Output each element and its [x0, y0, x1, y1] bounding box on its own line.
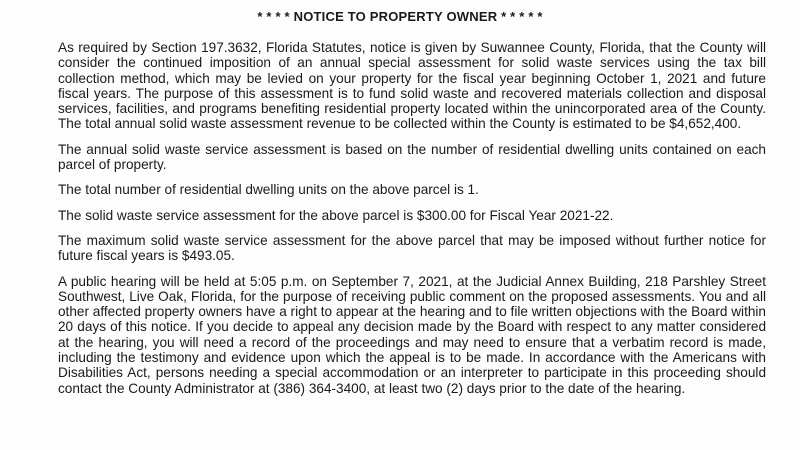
paragraph-public-hearing: A public hearing will be held at 5:05 p.m. on September 7, 2021, at the Judicial Annex Building, 218 Parshley Street Southwest, Live Oak, Florida, for the purpose of receiving public comment on the proposed assessments. You and all other affected property owners have a right to appear at the hearing and to file written objections with the Board within 20 days of this notice. If you decide to appeal any decision made by the Board with respect to any matter considered at the hearing, you will need a record of the proceedings and may need to ensure that a verbatim record is made, including the testimony and evidence upon which the appeal is to be made. In accordance with the Americans with Disabilities Act, persons needing a special accommodation or an interpreter to participate in this proceeding should contact the County Administrator at (386) 364-3400, at least two (2) days prior to the date of the hearing. — [58, 273, 766, 396]
paragraph-assessment-intro: As required by Section 197.3632, Florida Statutes, notice is given by Suwannee County, Florida, that the County will consider the continued imposition of an annual special assessment for solid waste services using the tax bill collection method, which may be levied on your property for the fiscal year beginning October 1, 2021 and future fiscal years. The purpose of this assessment is to fund solid waste and recovered materials collection and disposal services, facilities, and programs benefiting residential property located within the unincorporated area of the County. The total annual solid waste assessment revenue to be collected within the County is estimated to be $4,652,400. — [58, 40, 766, 132]
notice-body — [58, 40, 766, 396]
paragraph-assessment-amount: The solid waste service assessment for the above parcel is $300.00 for Fiscal Year 2021-22. — [58, 207, 614, 223]
paragraph-dwelling-units: The total number of residential dwelling units on the above parcel is 1. — [58, 182, 479, 198]
paragraph-assessment-basis: The annual solid waste service assessment is based on the number of residential dwelling units contained on each parcel of property. — [58, 141, 766, 173]
paragraph-maximum-assessment: The maximum solid waste service assessment for the above parcel that may be imposed without further notice for future fiscal years is $493.05. — [58, 232, 766, 264]
notice-title: * * * * NOTICE TO PROPERTY OWNER * * * * * — [257, 9, 543, 24]
